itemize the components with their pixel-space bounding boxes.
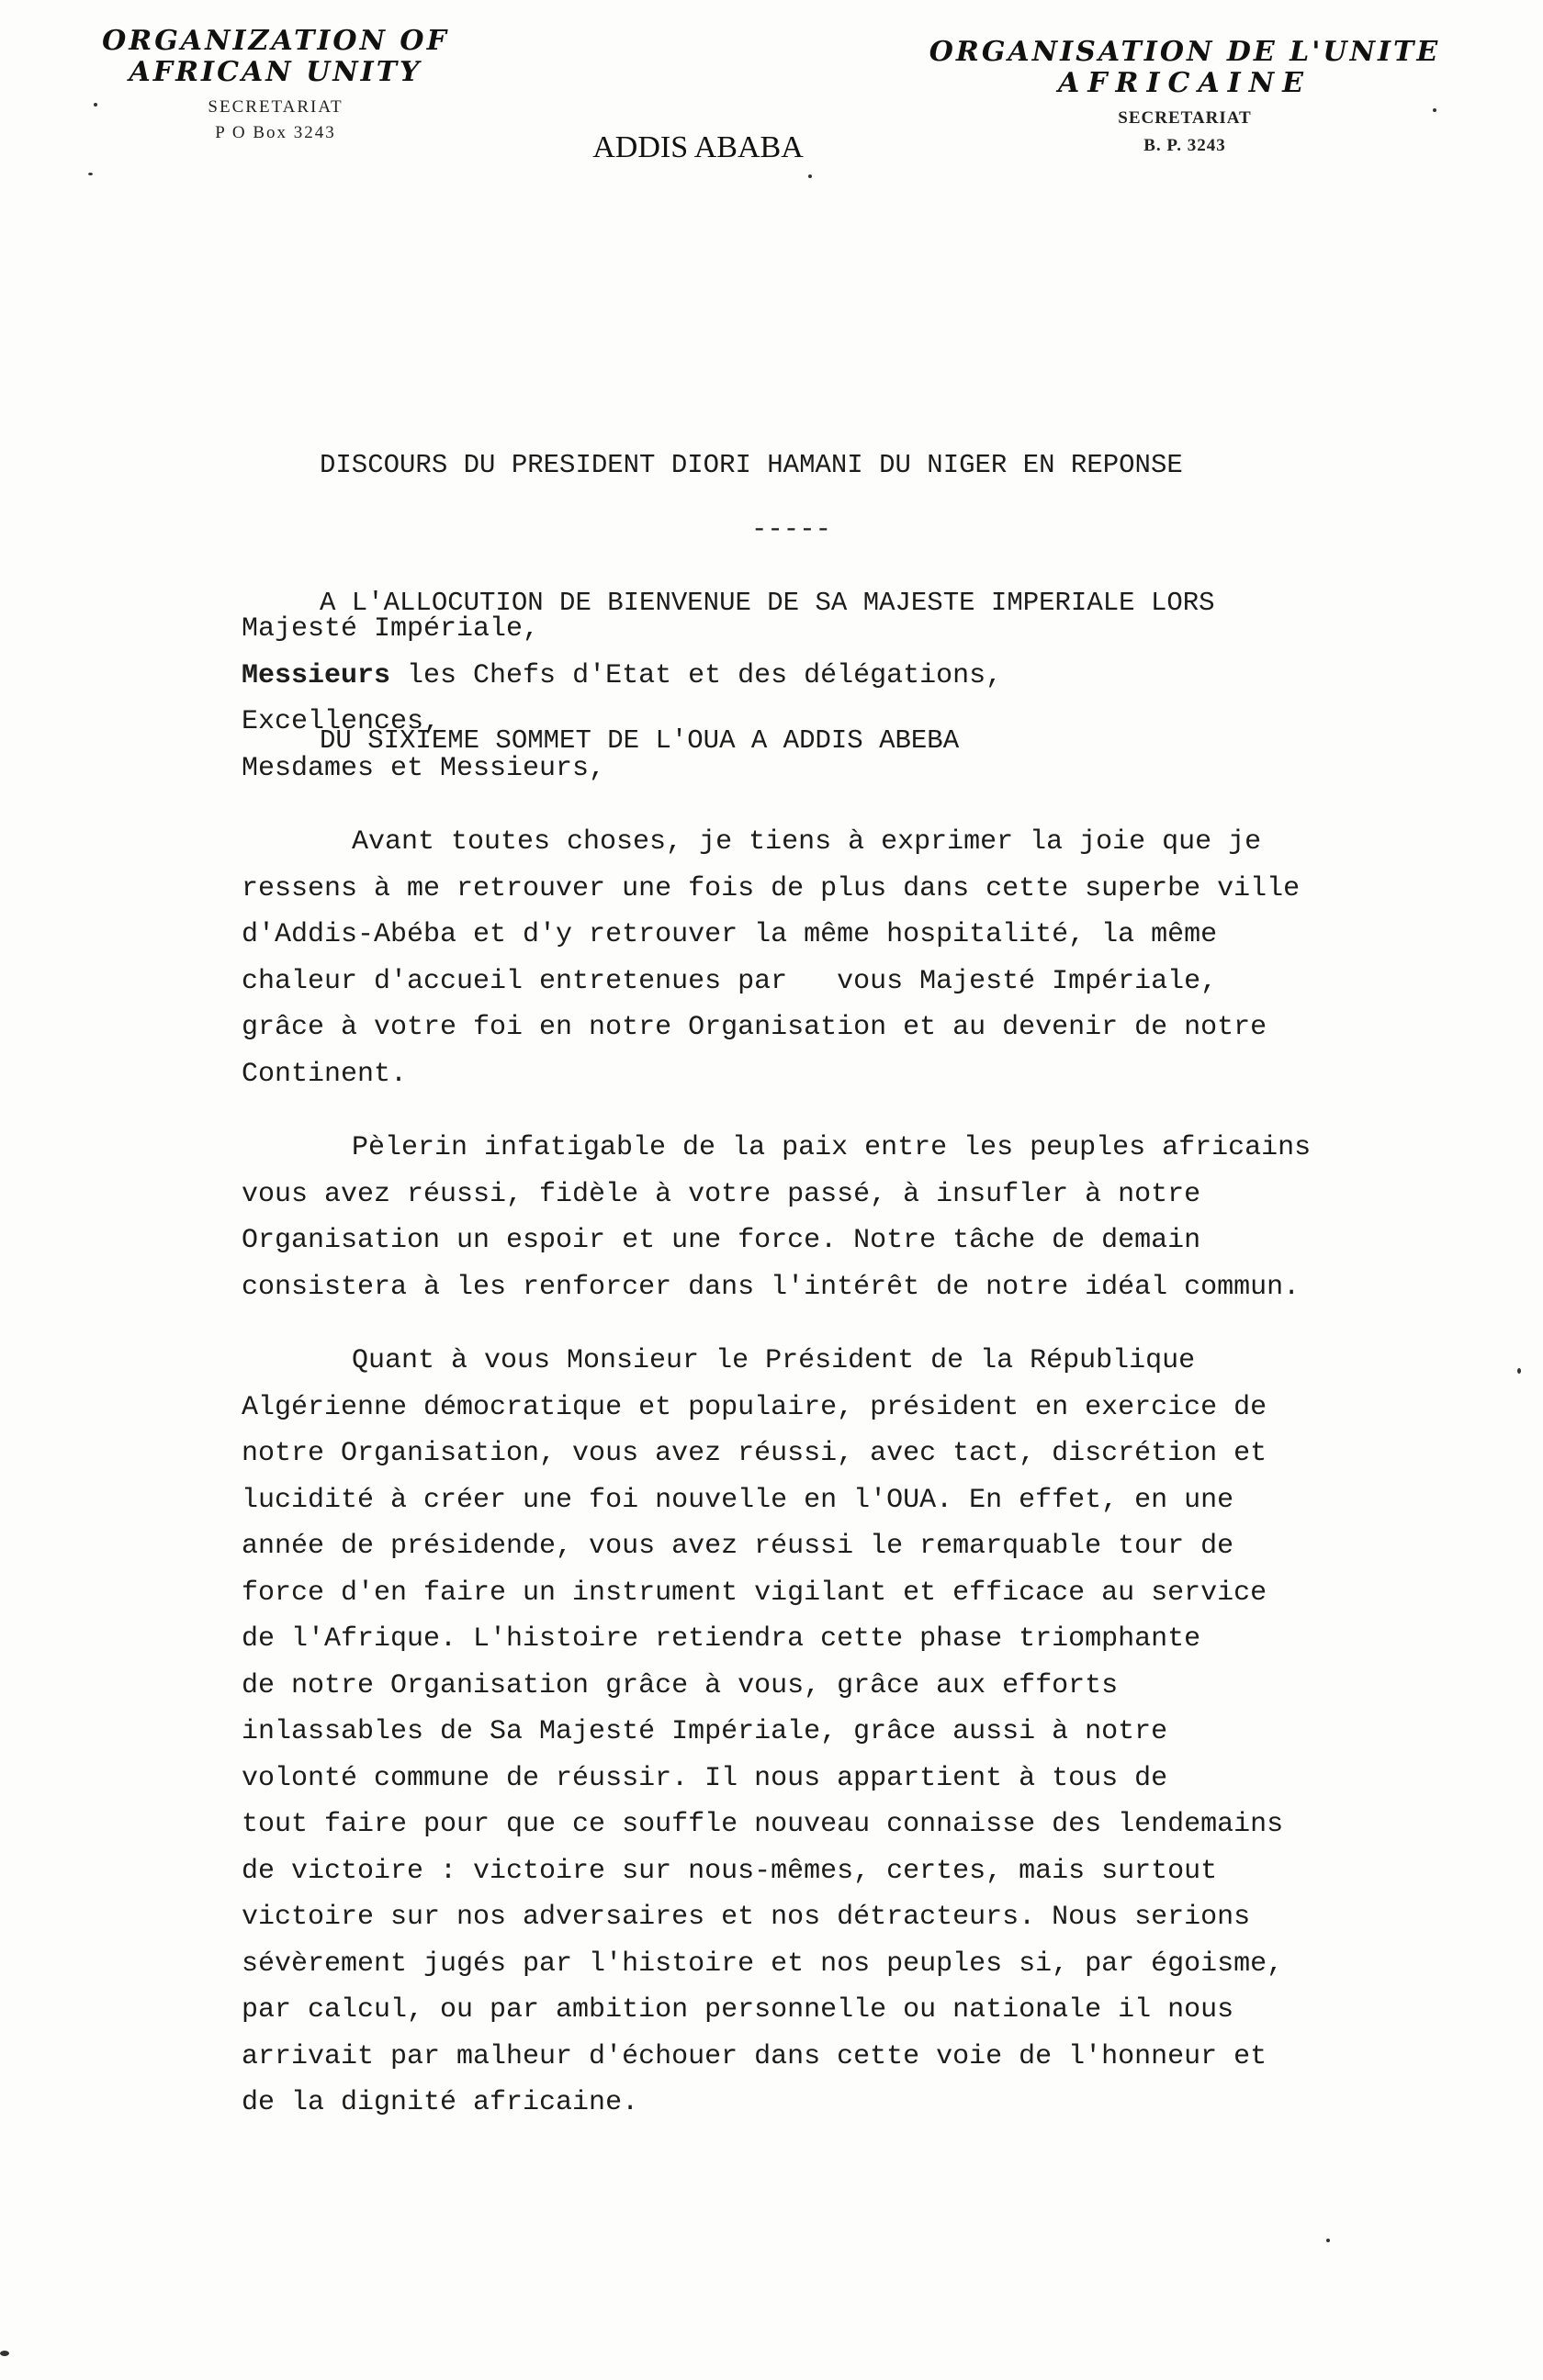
paragraph-2	[242, 1125, 1463, 1310]
scan-speck	[808, 174, 812, 178]
paragraph-line: Continent.	[242, 1058, 408, 1090]
paragraph-line: d'Addis-Abéba et d'y retrouver la même hospitalité, la même	[242, 919, 1218, 950]
title-line: DISCOURS DU PRESIDENT DIORI HAMANI DU NIGER EN REPONSE	[320, 450, 1183, 480]
title-line: A L'ALLOCUTION DE BIENVENUE DE SA MAJESTE IMPERIALE LORS	[320, 588, 1215, 618]
scan-speck	[94, 103, 97, 107]
paragraph-line: de l'Afrique. L'histoire retiendra cette phase triomphante	[242, 1623, 1201, 1655]
paragraph-line: notre Organisation, vous avez réussi, avec tact, discrétion et	[242, 1438, 1267, 1469]
salutation-line: Mesdames et Messieurs,	[242, 752, 606, 784]
paragraph-line: Pèlerin infatigable de la paix entre les peuples africains	[352, 1132, 1312, 1163]
paragraph-line: volonté commune de réussir. Il nous appartient à tous de	[242, 1762, 1168, 1794]
paragraph-line: Organisation un espoir et une force. Notre tâche de demain	[242, 1225, 1201, 1256]
scan-speck	[88, 173, 93, 175]
org-name-english-line2: AFRICAN UNITY	[129, 56, 422, 88]
paragraph-line: de notre Organisation grâce à vous, grâce aux efforts	[242, 1669, 1119, 1701]
secretariat-label-english: SECRETARIAT	[208, 97, 344, 117]
scan-speck	[0, 2351, 9, 2356]
paragraph-line: arrivait par malheur d'échouer dans cette voie de l'honneur et	[242, 2040, 1267, 2072]
salutation-bold-word: Messieurs	[242, 659, 391, 691]
paragraph-3	[242, 1338, 1463, 2127]
title-separator: -----	[751, 514, 832, 544]
org-name-french-line1: ORGANISATION DE L'UNITE	[929, 36, 1441, 68]
letterhead-right	[900, 37, 1470, 158]
salutation-line: Excellences,	[242, 706, 441, 737]
paragraph-line: Algérienne démocratique et populaire, président en exercice de	[242, 1391, 1267, 1423]
scan-speck	[1326, 2239, 1330, 2242]
paragraph-line: de victoire : victoire sur nous-mêmes, certes, mais surtout	[242, 1855, 1218, 1887]
letterhead-left	[64, 26, 487, 145]
po-box-french: B. P. 3243	[1143, 136, 1226, 155]
paragraph-line: sévèrement jugés par l'histoire et nos peuples si, par égoisme,	[242, 1948, 1284, 1980]
salutation	[242, 606, 1463, 791]
paragraph-line: grâce à votre foi en notre Organisation et au devenir de notre	[242, 1012, 1267, 1043]
org-name-english-line1: ORGANIZATION OF	[102, 25, 449, 57]
paragraph-line: Quant à vous Monsieur le Président de la République	[352, 1345, 1196, 1376]
po-box-english: P O Box 3243	[215, 123, 336, 142]
salutation-line-rest: les Chefs d'Etat et des délégations,	[390, 659, 1003, 691]
secretariat-label-french: SECRETARIAT	[1118, 108, 1252, 128]
letterhead-city: ADDIS ABABA	[592, 130, 804, 164]
paragraph-1	[242, 819, 1463, 1097]
scan-speck	[1433, 108, 1436, 112]
paragraph-line: année de présidende, vous avez réussi le remarquable tour de	[242, 1531, 1234, 1562]
paragraph-line: inlassables de Sa Majesté Impériale, grâce aussi à notre	[242, 1716, 1168, 1747]
paragraph-line: force d'en faire un instrument vigilant et efficace au service	[242, 1577, 1267, 1609]
paragraph-line: vous avez réussi, fidèle à votre passé, à insufler à notre	[242, 1178, 1201, 1210]
paragraph-line: victoire sur nos adversaires et nos détracteurs. Nous serions	[242, 1902, 1251, 1933]
scan-speck	[1517, 1368, 1521, 1374]
salutation-line: Majesté Impériale,	[242, 613, 540, 645]
title-line: DU SIXIEME SOMMET DE L'OUA A ADDIS ABEBA	[320, 725, 960, 756]
paragraph-line: ressens à me retrouver une fois de plus dans cette superbe ville	[242, 872, 1301, 904]
org-name-french-line2: AFRICAINE	[1057, 67, 1312, 99]
paragraph-line: lucidité à créer une foi nouvelle en l'OUA. En effet, en une	[242, 1484, 1234, 1516]
paragraph-line: consistera à les renforcer dans l'intérêt de notre idéal commun.	[242, 1271, 1301, 1303]
paragraph-line: Avant toutes choses, je tiens à exprimer la joie que je	[352, 826, 1262, 858]
paragraph-line: de la dignité africaine.	[242, 2087, 639, 2118]
paragraph-line: tout faire pour que ce souffle nouveau connaisse des lendemains	[242, 1809, 1284, 1840]
paragraph-line: chaleur d'accueil entretenues par vous Majesté Impériale,	[242, 965, 1218, 997]
speech-body	[242, 606, 1463, 2127]
paragraph-line: par calcul, ou par ambition personnelle ou nationale il nous	[242, 1994, 1234, 2026]
salutation-line	[242, 653, 1463, 700]
